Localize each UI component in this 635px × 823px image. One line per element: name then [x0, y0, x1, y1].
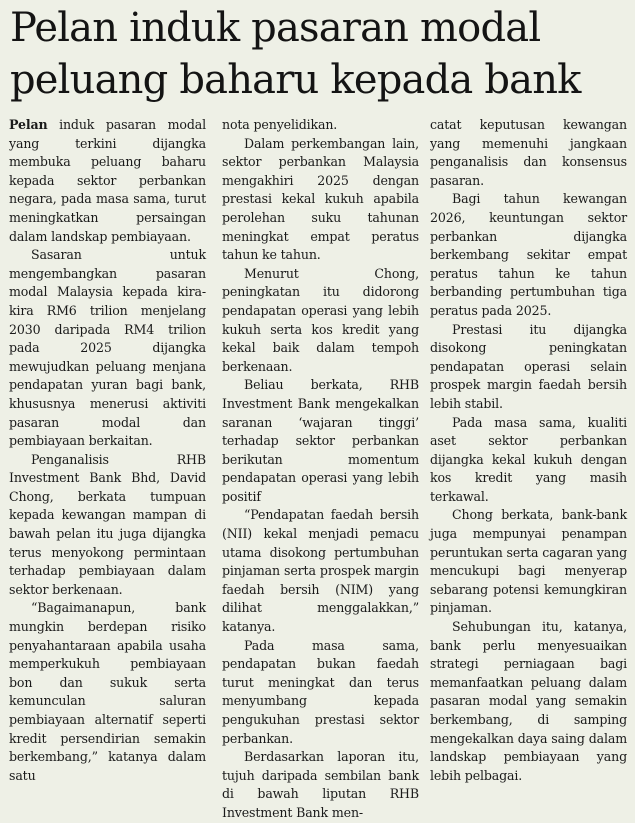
article-column-2: [222, 116, 419, 820]
article-paragraph: “Pendapatan faedah bersih (NII) kekal menjadi pemacu utama disokong pertumbuhan pinjaman serta prospek margin faedah bersih (NIM) yang dilihat menggalakkan,” katanya.: [222, 507, 419, 635]
article-paragraph: Berdasarkan laporan itu, tujuh daripada sembilan bank di bawah liputan RHB Investment Bank men-: [222, 749, 419, 820]
article-column-3: [430, 116, 627, 781]
article-paragraph: Bagi tahun kewangan 2026, keuntungan sektor perbankan dijangka berkembang sekitar empat peratus tahun ke tahun berbanding pertumbuhan tiga peratus pada 2025.: [430, 191, 627, 318]
article-paragraph: Sasaran untuk mengembangkan pasaran modal Malaysia kepada kira-kira RM6 trilion menjelang 2030 daripada RM4 trilion pada 2025 dijangka mewujudkan peluang menjana pendapatan yuran bagi bank, khususnya menerusi aktiviti pasaran modal dan pembiayaan berkaitan.: [9, 247, 206, 449]
article-paragraph: Sehubungan itu, katanya, bank perlu menyesuaikan strategi perniagaan bagi memanfaatkan peluang dalam pasaran modal yang semakin berkembang, di samping mengekalkan daya saing dalam landskap pembiayaan yang lebih pelbagai.: [430, 619, 627, 783]
article-paragraph: “Bagaimanapun, bank mungkin berdepan risiko penyahantaraan apabila usaha memperkukuh pembiayaan bon dan sukuk serta kemunculan saluran pembiayaan alternatif seperti kredit persendirian semakin berkembang,” katanya dalam satu: [9, 600, 206, 783]
article-paragraph: Prestasi itu dijangka disokong peningkatan pendapatan operasi selain prospek margin faedah bersih lebih stabil.: [430, 321, 627, 411]
article-paragraph: Chong berkata, bank-bank juga mempunyai penampan peruntukan serta cagaran yang mencukupi bagi menyerap sebarang potensi kemungkiran pinjaman.: [430, 507, 627, 616]
headline: Pelan induk pasaran modal peluang baharu kepada bank: [10, 5, 581, 103]
article-paragraph: [9, 116, 206, 246]
article-paragraph: Pada masa sama, kualiti aset sektor perbankan dijangka kekal kukuh dengan kos kredit yang masih terkawal.: [430, 414, 627, 504]
article-paragraph: Beliau berkata, RHB Investment Bank mengekalkan saranan ‘wajaran tinggi’ terhadap sektor perbankan berikutan momentum pendapatan operasi yang lebih positif: [222, 377, 419, 504]
article-paragraph: Pada masa sama, pendapatan bukan faedah turut meningkat dan terus menyumbang kepada pengukuhan prestasi sektor perbankan.: [222, 637, 419, 746]
article-paragraph: Penganalisis RHB Investment Bank Bhd, David Chong, berkata tumpuan kepada kewangan mampan di bawah pelan itu juga dijangka terus menyokong permintaan terhadap pembiayaan dalam sektor berkenaan.: [9, 451, 206, 597]
continued-paragraph: catat keputusan kewangan yang memenuhi jangkaan penganalisis dan konsensus pasaran.: [430, 117, 627, 188]
article-paragraph: Dalam perkembangan lain, sektor perbankan Malaysia mengakhiri 2025 dengan prestasi kekal kukuh apabila perolehan suku tahunan meningkat empat peratus tahun ke tahun.: [222, 135, 419, 263]
article-column-1: [9, 116, 206, 781]
lead-word: Pelan: [9, 117, 48, 132]
article-paragraph: Menurut Chong, peningkatan itu didorong pendapatan operasi yang lebih kukuh serta kos kredit yang kekal baik dalam tempoh berkenaan.: [222, 265, 419, 374]
continued-paragraph: nota penyelidikan.: [222, 117, 338, 132]
lead-paragraph-text: induk pasaran modal yang terkini dijangka membuka peluang baharu kepada sektor perbankan negara, pada masa sama, turut meningkatkan persaingan dalam landskap pembiayaan.: [9, 117, 206, 244]
